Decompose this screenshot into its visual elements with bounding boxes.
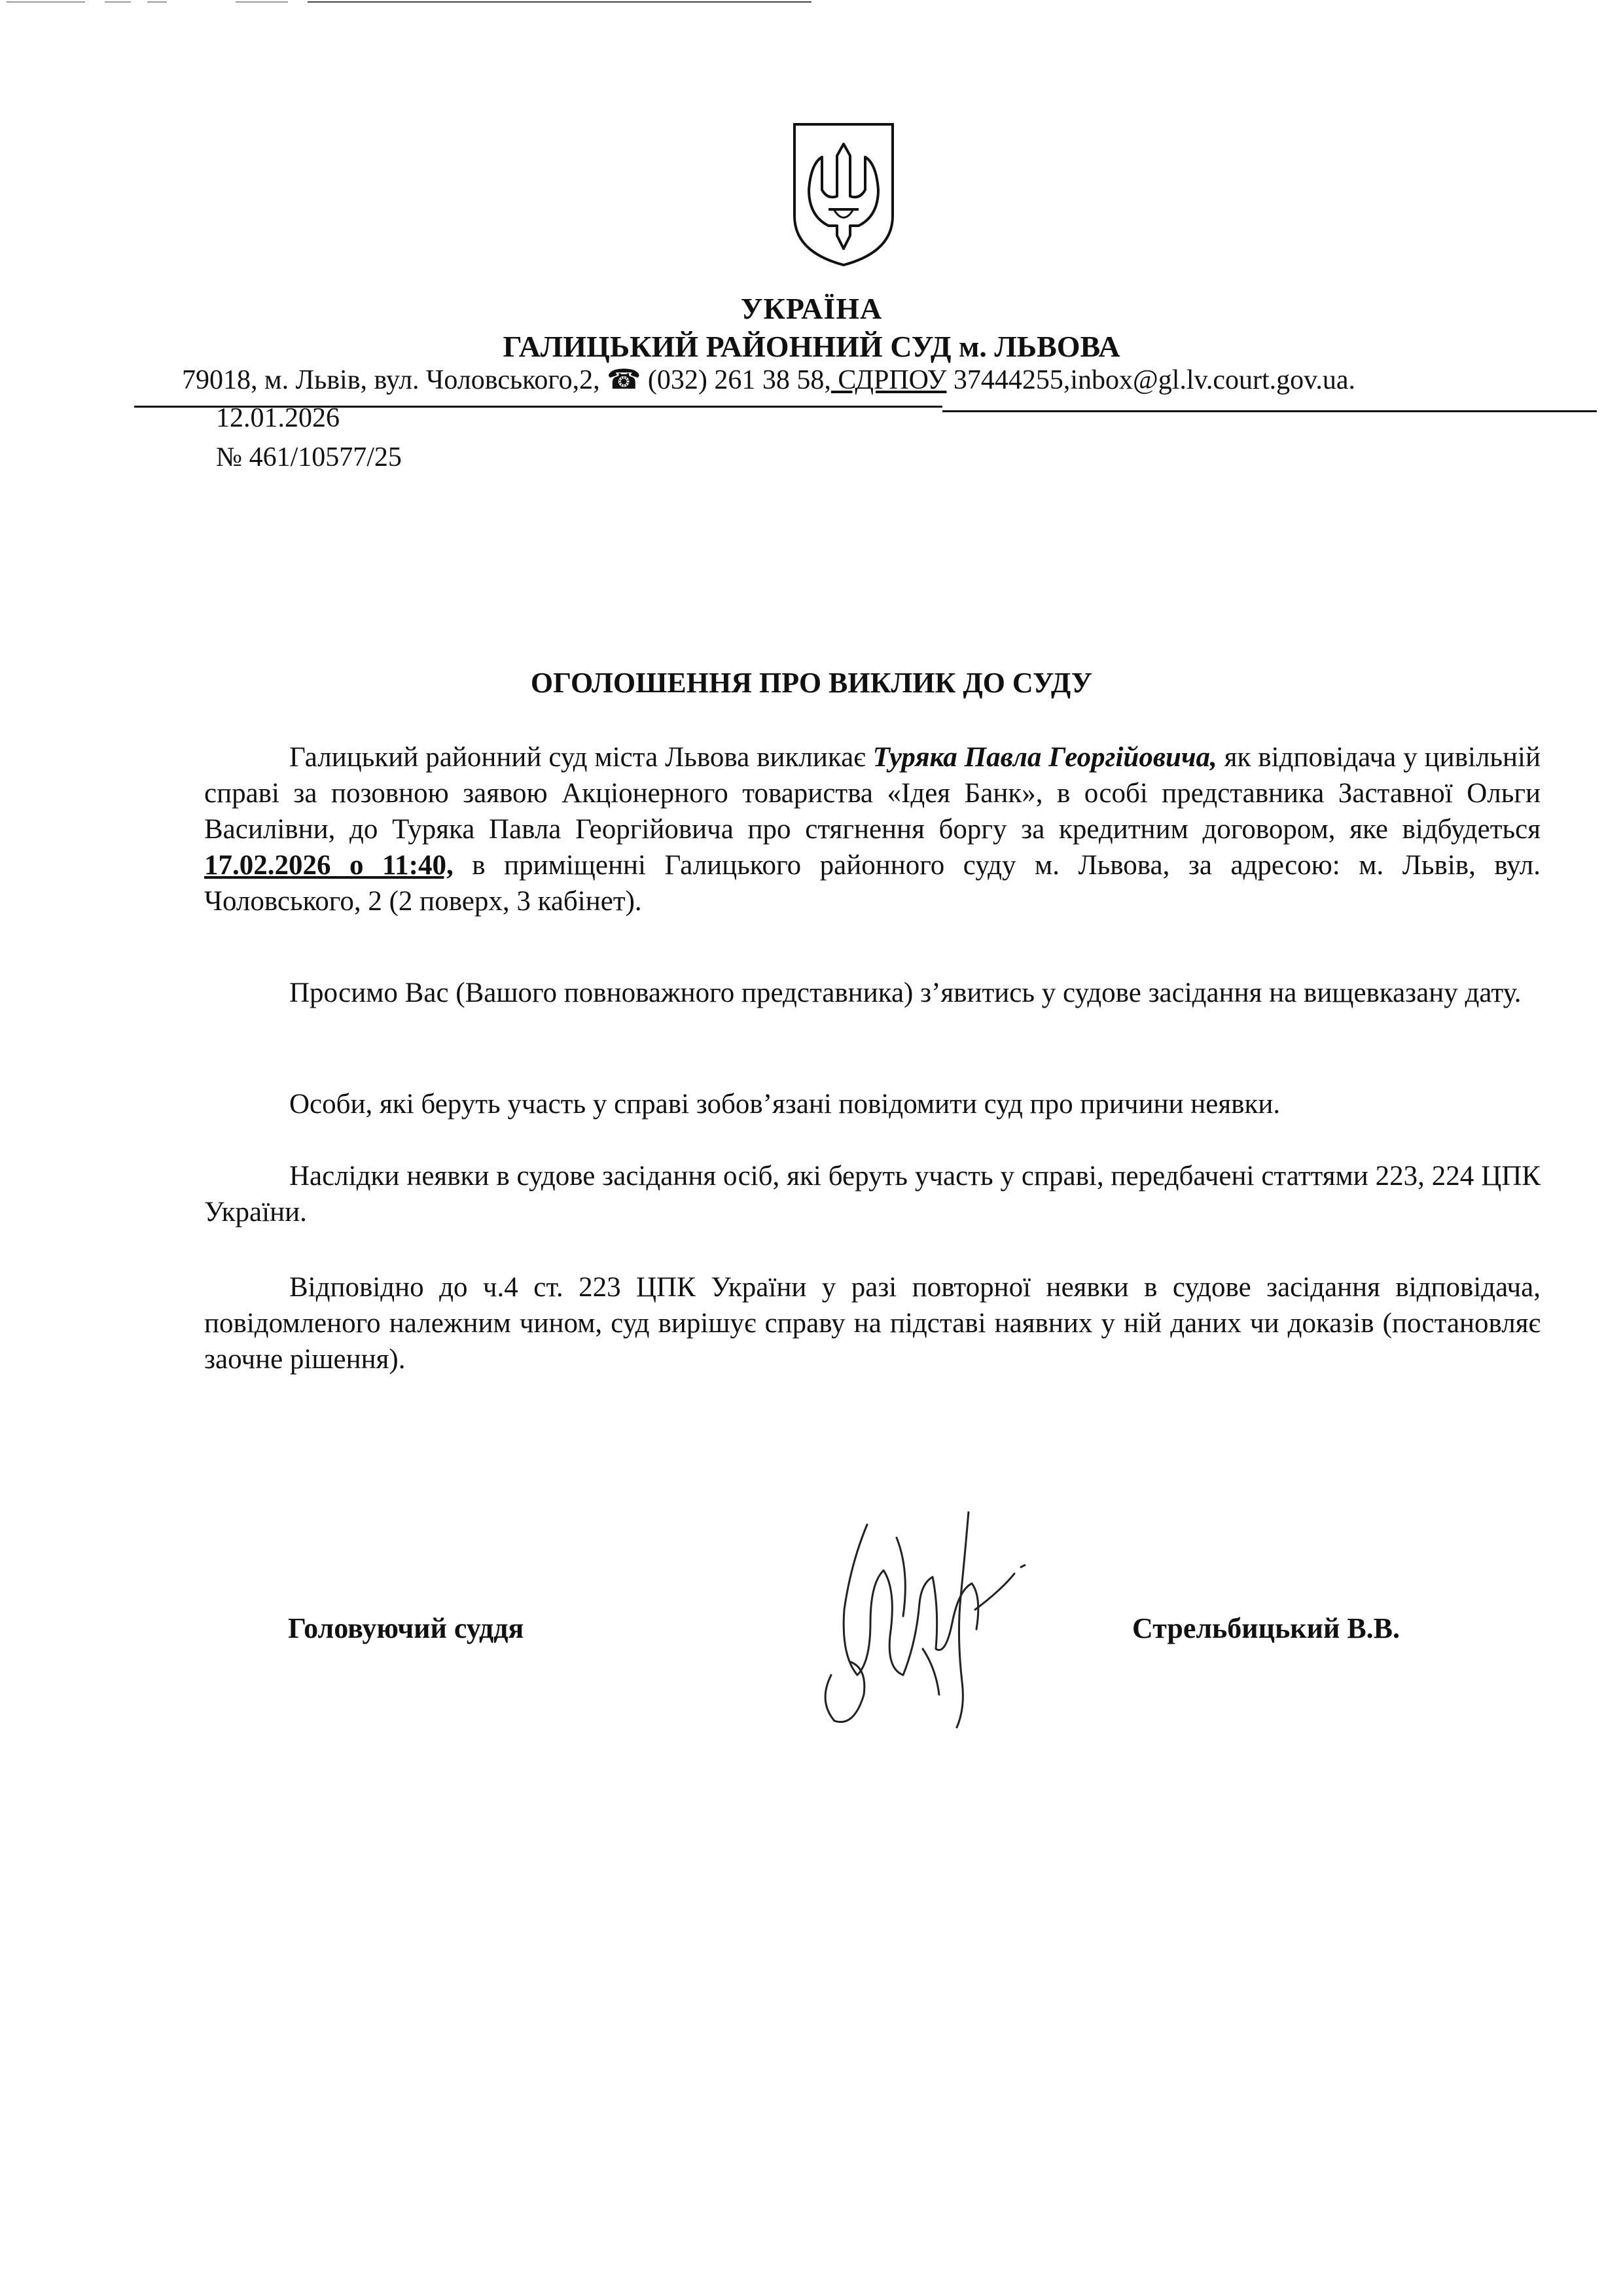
court-name-heading: ГАЛИЦЬКИЙ РАЙОННИЙ СУД м. ЛЬВОВА — [503, 330, 1120, 363]
consequences-paragraph — [204, 1158, 1541, 1230]
header-divider — [942, 410, 1597, 412]
court-phone: (032) 261 38 58, — [641, 365, 831, 395]
paragraph-text: як відповідача у цивільній справі за позовною заявою Акціонерного товариства «Ідея Банк», в особі представника Заставної Ольги Василівни, до Туряка Павла Георгійовича про стягнення боргу за кредитним договором, яке відбудеться — [204, 742, 1541, 845]
judge-title: Головуючий суддя — [288, 1612, 524, 1644]
judge-name: Стрельбицький В.В. — [1132, 1612, 1400, 1644]
paragraph-text: Відповідно до ч.4 ст. 223 ЦПК України у разі повторної неявки в судове засідання відповідача, повідомленого належним чином, суд вирішує справу на підставі наявних у ній даних чи доказів (постановляє заочне рішення). — [204, 1272, 1541, 1375]
notice-obligation-paragraph — [204, 1086, 1541, 1122]
hearing-datetime: 17.02.2026 о 11:40, — [204, 850, 454, 881]
summons-paragraph — [204, 739, 1541, 919]
judge-signature — [805, 1511, 1041, 1760]
document-title: ОГОЛОШЕННЯ ПРО ВИКЛИК ДО СУДУ — [530, 667, 1093, 699]
country-heading: УКРАЇНА — [740, 292, 883, 325]
court-address: 79018, м. Львів, вул. Чоловського,2, — [182, 365, 607, 395]
paragraph-text: Особи, які беруть участь у справі зобов’язані повідомити суд про причини неявки. — [289, 1089, 1281, 1120]
appearance-request-paragraph — [204, 975, 1541, 1011]
edrpou-label: СДРПОУ — [830, 365, 947, 395]
court-address-line — [182, 363, 1355, 396]
scan-artifact — [0, 0, 1623, 5]
case-number: № 461/10577/25 — [216, 442, 402, 472]
paragraph-text: в приміщенні Галицького районного суду м. Львова, за адресою: м. Львів, вул. Чоловського, 2 (2 поверх, 3 кабінет). — [204, 850, 1541, 917]
phone-icon: ☎ — [607, 365, 641, 395]
tryzub-emblem-icon — [788, 118, 899, 268]
document-date: 12.01.2026 — [216, 403, 340, 433]
default-judgment-paragraph — [204, 1269, 1541, 1377]
defendant-name: Туряка Павла Георгійовича, — [872, 742, 1217, 773]
edrpou-and-email: 37444255,inbox@gl.lv.court.gov.ua. — [946, 365, 1356, 395]
paragraph-text: Наслідки неявки в судове засідання осіб, які беруть участь у справі, передбачені статтями 223, 224 ЦПК України. — [204, 1161, 1541, 1227]
paragraph-text: Просимо Вас (Вашого повноважного представника) з’явитись у судове засідання на вищевказану дату. — [289, 978, 1522, 1008]
paragraph-text: Галицький районний суд міста Львова викликає — [289, 742, 873, 773]
